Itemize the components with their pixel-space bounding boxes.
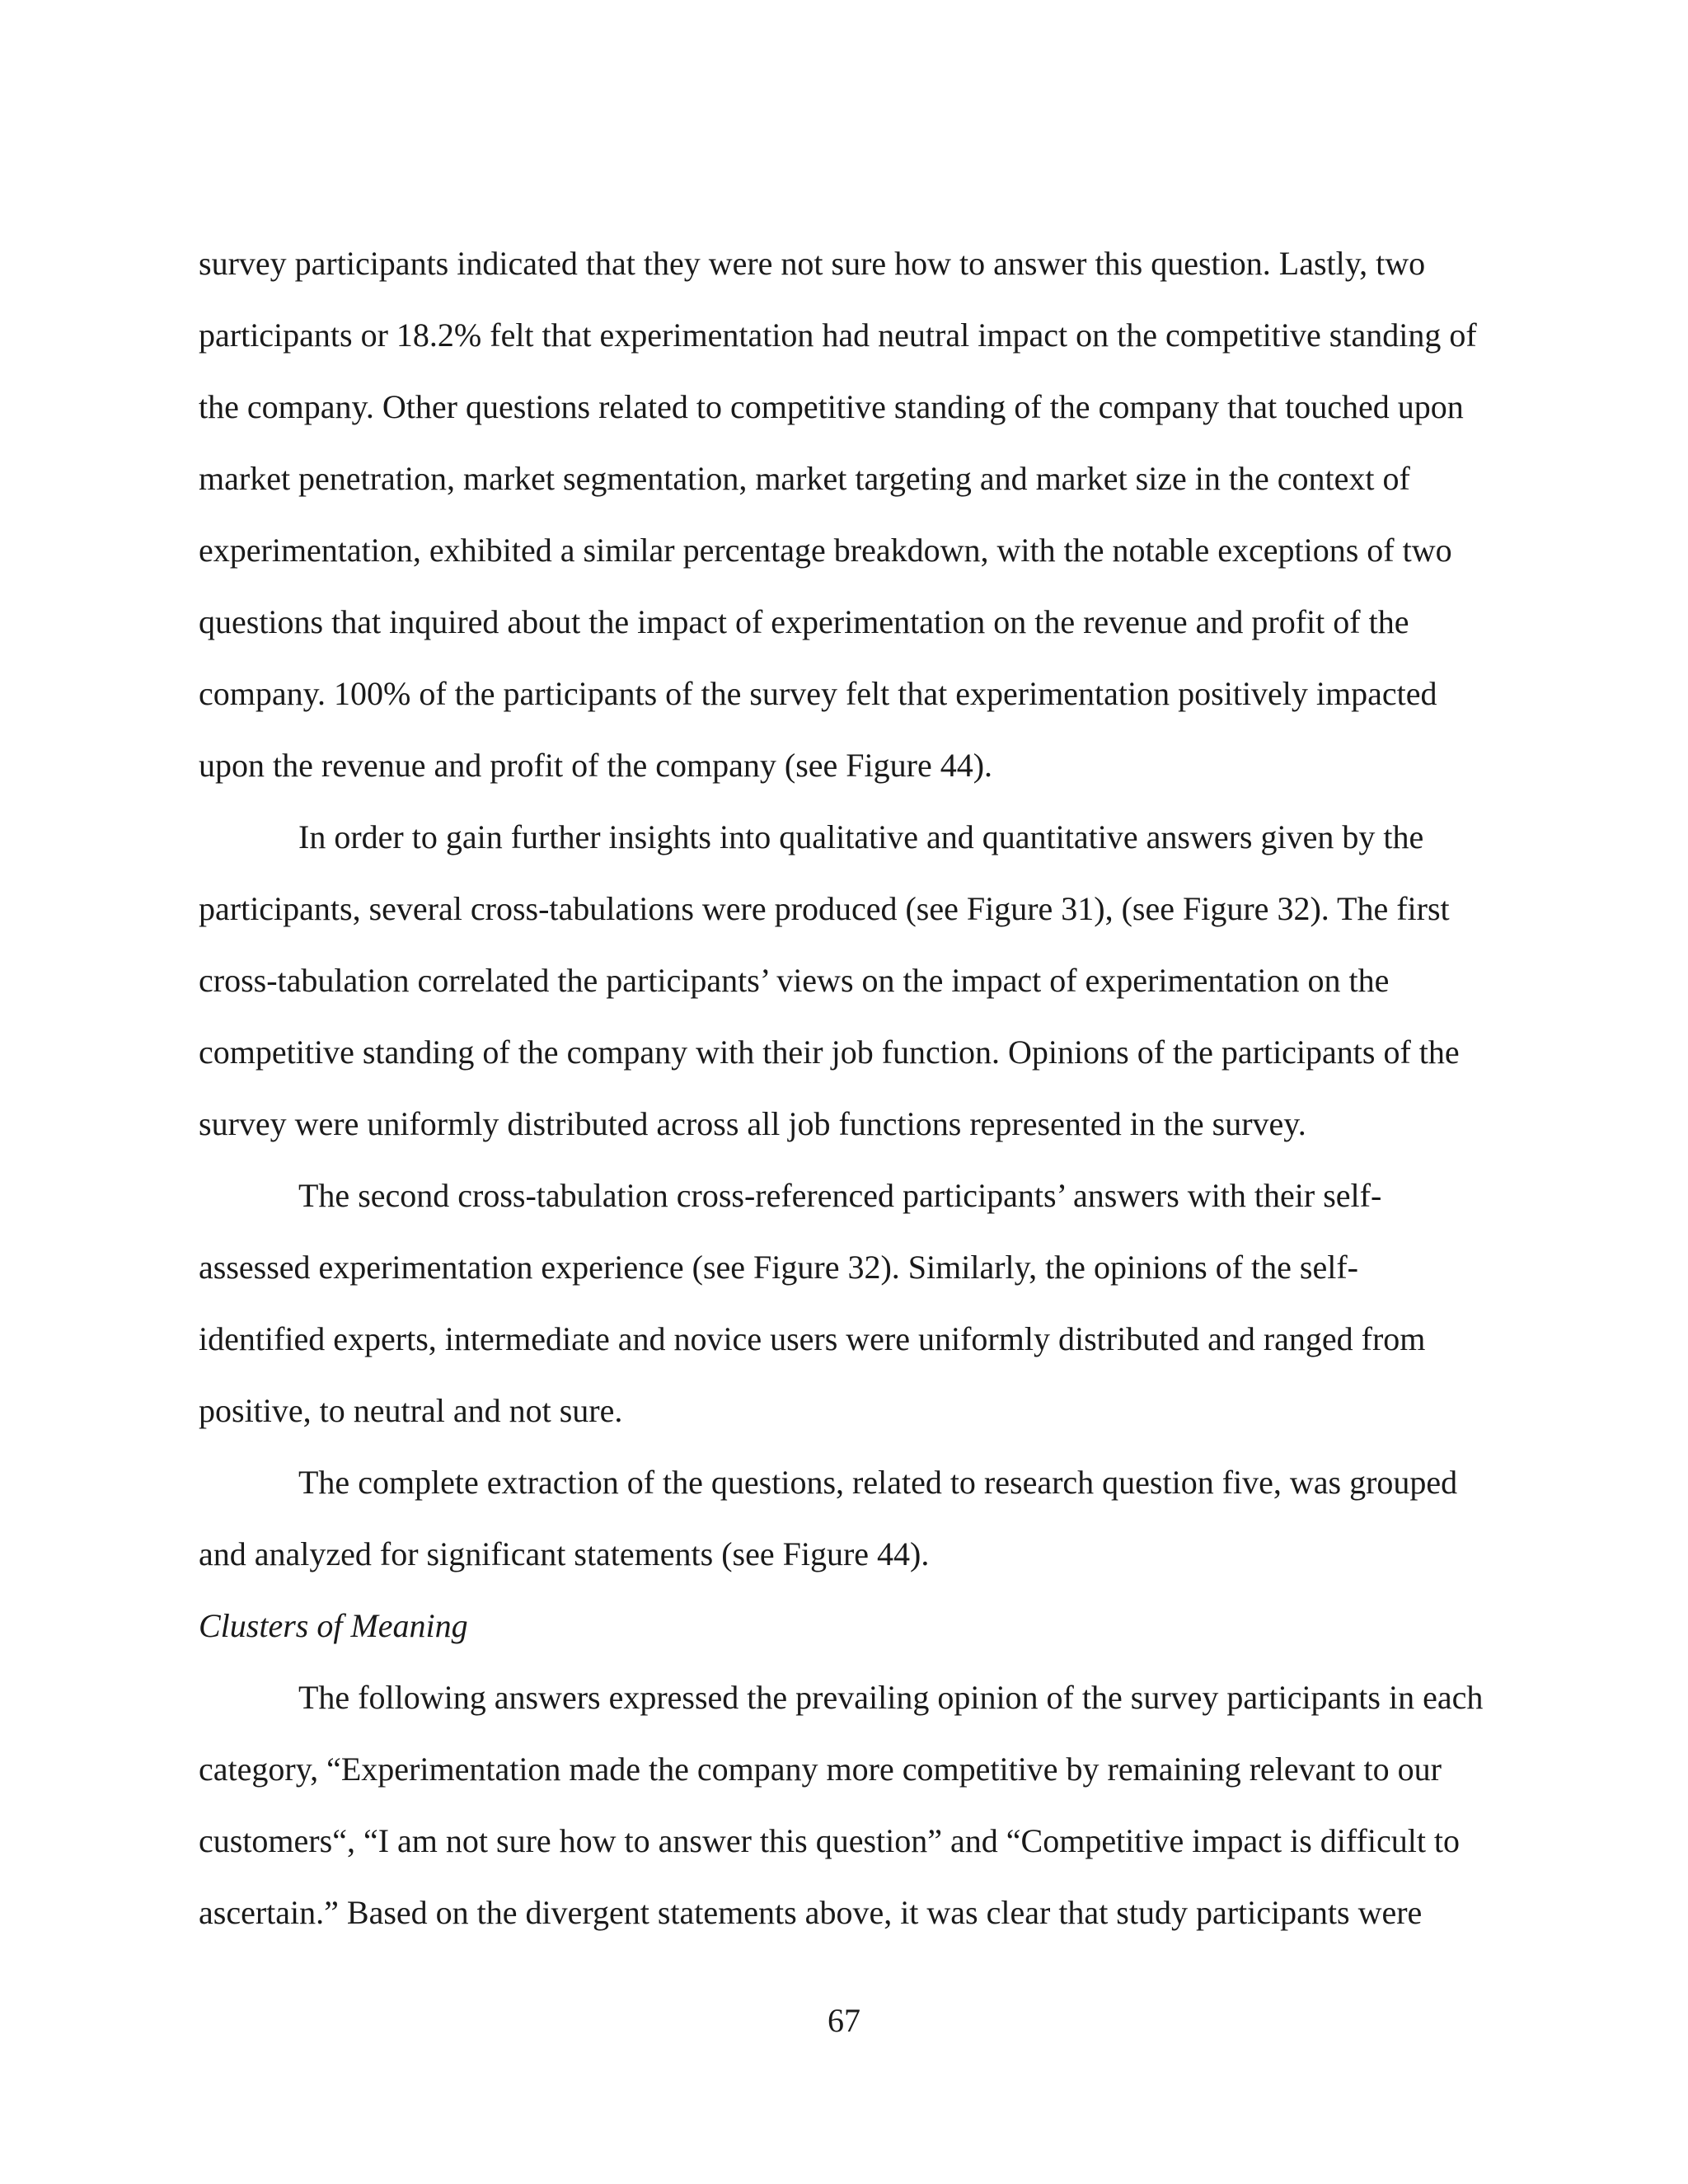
paragraph-line: upon the revenue and profit of the company (see Figure 44). [199,747,993,784]
body-text [199,227,1496,1948]
paragraph-line: competitive standing of the company with their job function. Opinions of the participants of the [199,1033,1460,1071]
paragraph-line: positive, to neutral and not sure. [199,1392,623,1429]
paragraph-line: participants, several cross-tabulations were produced (see Figure 31), (see Figure 32). The first [199,890,1450,927]
paragraph-line: identified experts, intermediate and novice users were uniformly distributed and ranged from [199,1320,1426,1357]
paragraph-line: ascertain.” Based on the divergent statements above, it was clear that study participants were [199,1894,1423,1931]
paragraph-line: survey participants indicated that they were not sure how to answer this question. Lastly, two [199,245,1426,282]
paragraph-line: customers“, “I am not sure how to answer this question” and “Competitive impact is difficult to [199,1822,1461,1859]
paragraph-line: cross-tabulation correlated the participants’ views on the impact of experimentation on the [199,962,1390,999]
paragraph-line: market penetration, market segmentation, market targeting and market size in the context of [199,460,1410,497]
paragraph-line: category, “Experimentation made the company more competitive by remaining relevant to our [199,1750,1442,1788]
paragraph-line: The following answers expressed the prevailing opinion of the survey participants in each [298,1679,1484,1716]
paragraph-line: experimentation, exhibited a similar percentage breakdown, with the notable exceptions of two [199,532,1452,569]
paragraph-line: the company. Other questions related to competitive standing of the company that touched upon [199,388,1464,425]
page-number: 67 [828,2002,860,2039]
section-heading: Clusters of Meaning [199,1607,468,1644]
paragraph-line: survey were uniformly distributed across all job functions represented in the survey. [199,1105,1306,1142]
paragraph-line: participants or 18.2% felt that experimentation had neutral impact on the competitive standing of [199,316,1477,354]
paragraph-line: and analyzed for significant statements (see Figure 44). [199,1535,930,1572]
paragraph-line: company. 100% of the participants of the survey felt that experimentation positively impacted [199,675,1437,712]
paragraph-line: The complete extraction of the questions, related to research question five, was grouped [298,1464,1458,1501]
paragraph-line: assessed experimentation experience (see Figure 32). Similarly, the opinions of the self- [199,1249,1358,1286]
paragraph-line: In order to gain further insights into qualitative and quantitative answers given by the [298,818,1424,855]
paragraph-line: questions that inquired about the impact of experimentation on the revenue and profit of the [199,603,1409,640]
paragraph-line: The second cross-tabulation cross-referenced participants’ answers with their self- [298,1177,1382,1214]
